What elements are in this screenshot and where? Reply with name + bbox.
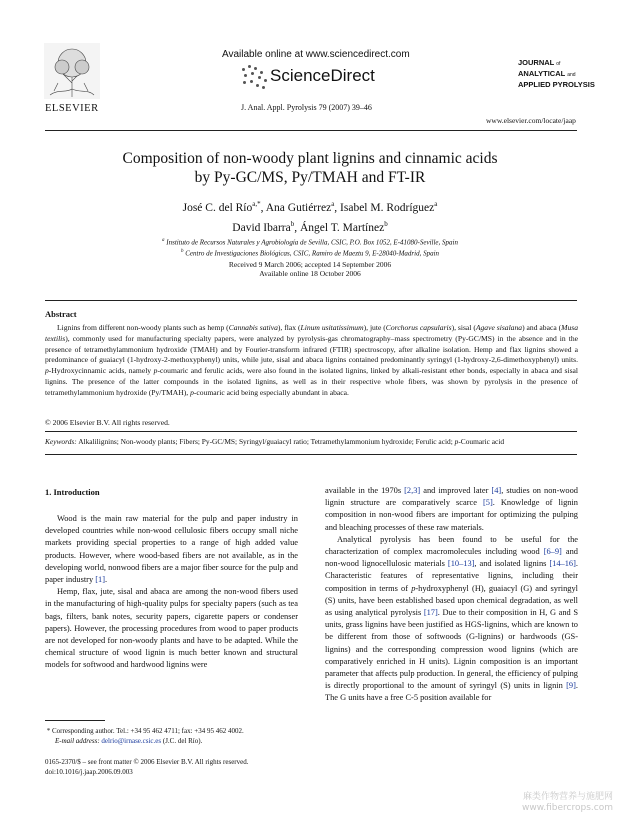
paragraph: Hemp, flax, jute, sisal and abaca are among the non-wood fibers used in the manufacturing of high-quality pulps for specialty papers (such as tea bags, filters, bank notes, security papers, cigarette papers or condenser papers). However, the processing procedures from wood to paper products are not developed for non-woody plants and have to be adapted. While the chemical structure of wood lignin is much better known and structural models for softwood and hardwood lignins were — [45, 587, 298, 670]
citation-link[interactable]: [9] — [566, 681, 576, 691]
journal-url[interactable]: www.elsevier.com/locate/jaap — [486, 116, 576, 125]
article-title: Composition of non-woody plant lignins and cinnamic acids by Py-GC/MS, Py/TMAH and FT-IR — [122, 150, 498, 186]
paragraph: available in the 1970s [2,3] and improved later [4], studies on non-wood lignin structure are comparatively scarce [5]. Knowledge of lignin composition in non-wood fibers are important for optimizing the pulping and bleaching processes of these raw materials. — [325, 486, 578, 532]
article-dates: Received 9 March 2006; accepted 14 September 2006 Available online 18 October 2006 — [228, 260, 392, 278]
footnote-rule — [45, 720, 105, 721]
abstract-copyright: © 2006 Elsevier B.V. All rights reserved. — [45, 418, 170, 427]
availability-line[interactable]: Available online at www.sciencedirect.com — [222, 49, 410, 60]
corresponding-author-footnote: * Corresponding author. Tel.: +34 95 462 4711; fax: +34 95 462 4002. E-mail address: delrio@irnase.csic.es (J.C. del Río). — [46, 727, 244, 745]
sciencedirect-logo-text: ScienceDirect — [270, 66, 375, 85]
email-link[interactable]: delrio@irnase.csic.es — [101, 737, 162, 745]
section-heading-introduction: 1. Introduction — [45, 487, 100, 497]
elsevier-tree-logo — [44, 43, 100, 99]
keywords-rule-bottom — [45, 454, 577, 455]
citation-link[interactable]: [14–16] — [549, 559, 576, 569]
page-footer: 0165-2370/$ – see front matter © 2006 Elsevier B.V. All rights reserved. doi:10.1016/j.jaap.2006.09.003 — [45, 758, 249, 776]
column-right — [325, 485, 578, 705]
paragraph: Wood is the main raw material for the pulp and paper industry in developed countries while non-wood cellulosic fibers occupy small niche markets providing special properties to a range of high added value products. However, where wood-based fibers are not available, as in the developing world, nonwood fibers are a major fiber source for the pulp and paper industry [1]. — [45, 514, 298, 585]
abstract-heading: Abstract — [45, 309, 77, 319]
keywords-rule — [45, 431, 577, 432]
publisher-name: ELSEVIER — [45, 103, 99, 114]
journal-name: JOURNAL of ANALYTICAL and APPLIED PYROLYSIS — [518, 58, 595, 89]
column-left — [45, 513, 298, 672]
citation-link[interactable]: [4] — [491, 486, 502, 495]
journal-reference: J. Anal. Appl. Pyrolysis 79 (2007) 39–46 — [241, 103, 372, 112]
abstract-text: Lignins from different non-woody plants such as hemp (Cannabis sativa), flax (Linum usitatissimum), jute (Corchorus capsularis), sisal (Agave sisalana) and abaca (Musa textilis), commonly used for manufacturing specialty papers, were analyzed by pyrolysis-gas chromatography–mass spectrometry (Py-GC/MS) in the absence and in the presence of tetramethylammonium hydroxide (TMAH) and by Fourier-transform infrared (FTIR) spectroscopy, after alkaline isolation. Hemp and flax lignins showed a predominance of guaiacyl (1-hydroxy-2-methoxyphenyl) units, while jute, sisal and abaca lignins contained predominantly syringyl (1-hydroxy-2,6-dimethoxyphenyl) units. p-Hydroxycinnamic acids, namely p-coumaric and ferulic acids, were also found in the isolated lignins, linked by alkali-resistant ether bonds, especially in abaca and sisal lignins. The presence of the latter compounds in the isolated lignins, as well as in their respective whole fibers, was shown by pyrolysis in the presence of tetramethylammonium hydroxide (Py/TMAH), p-coumaric acid being especially abundant in abaca. — [45, 323, 579, 397]
sciencedirect-dots-icon — [240, 64, 268, 90]
citation-link[interactable]: [2,3] — [404, 486, 421, 495]
citation-link[interactable]: [1] — [95, 575, 106, 585]
affiliations: $^a$ Instituto de Recursos Naturales y Agrobiología de Sevilla, CSIC, P.O. Box 1052, E-41080-Seville, Spain $^b$ Centro de Investigaciones Biológicas, CSIC, Ramiro de Maeztu 9, E-28040-Madrid, Spain — [162, 238, 458, 258]
paragraph: Analytical pyrolysis has been found to be useful for the characterization of complex macromolecules including wood [6–9] and non-wood lignocellulosic materials [10–13], and isolated lignins [14–16]. Characteristic features of representative lignins, including their composition in terms of p-hydroxyphenyl (H), guaiacyl (G) and syringyl (S) units, have been established based upon chemical degradation, as well as using analytical pyrolysis [17]. Due to their composition in H, G and S units, grass lignins have been justified as HGS-lignins, which are known to be different from those of softwoods (G-lignins) or hardwoods (GS-lignins) and the corresponding compression wood lignins (which are comparatively enriched in H units). Lignin composition is an important parameter that affects pulp production. In general, the efficiency of pulping is directly proportional to the amount of syringyl (S) units in lignin [9]. The G units have a free C-5 position available for — [325, 534, 578, 703]
keywords: Keywords: Alkalilignins; Non-woody plants; Fibers; Py-GC/MS; Syringyl/guaiacyl ratio; Tetramethylammonium hydroxide; Ferulic acid; p-Coumaric acid — [45, 437, 505, 446]
citation-link[interactable]: [6–9] — [543, 547, 562, 557]
doi-link[interactable]: doi:10.1016/j.jaap.2006.09.003 — [45, 768, 133, 776]
watermark: 麻类作物营养与施肥网 www.fibercrops.com — [522, 792, 613, 813]
citation-link[interactable]: [10–13] — [447, 559, 475, 569]
header-rule — [45, 130, 577, 131]
citation-link[interactable]: [5] — [482, 498, 493, 508]
abstract-rule-top — [45, 300, 577, 301]
author-list: José C. del Río$^{a,*}$, Ana Gutiérrez$^a$, Isabel M. Rodríguez$^a$ David Ibarra$^b$, Ángel T. Martínez$^b$ — [182, 200, 438, 234]
citation-link[interactable]: [17] — [423, 608, 438, 618]
